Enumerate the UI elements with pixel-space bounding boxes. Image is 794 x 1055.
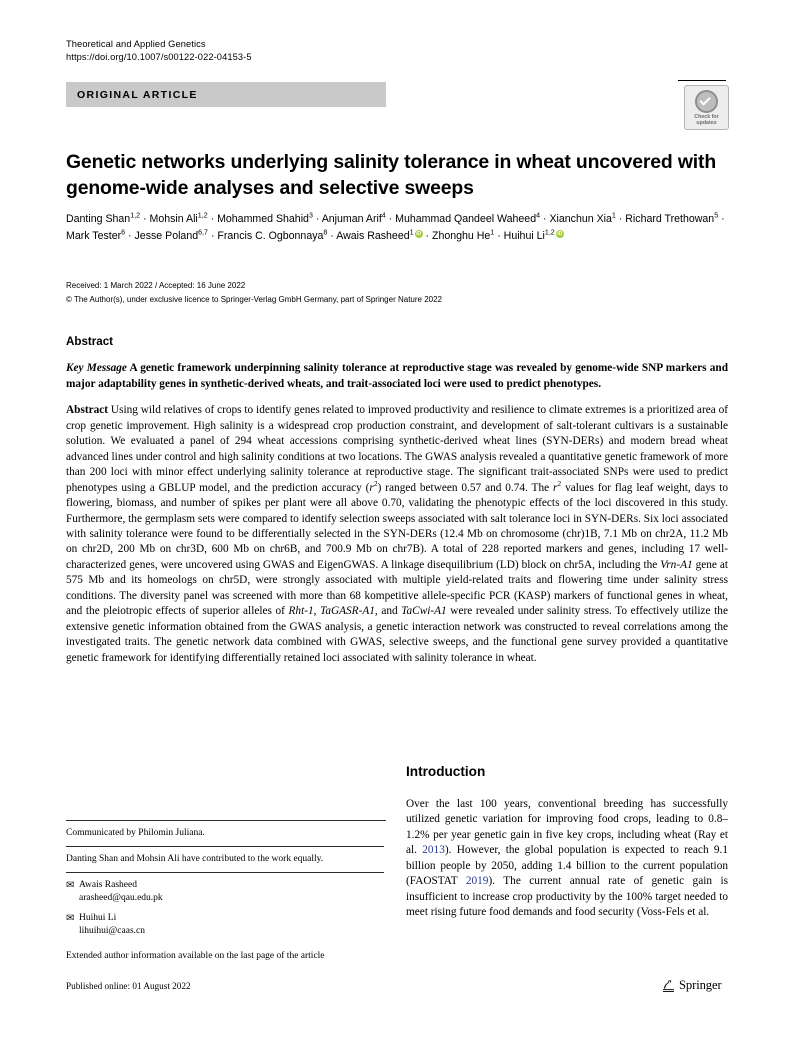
abstract-text: Using wild relatives of crops to identify genes related to improved productivity and resilience to climate extremes is a prioritized area of crop genetic improvement. High salinity is a widespread crop production constraint, and development of salt-tolerant cultivars is a sustainable solution. We evaluated a panel of 294 wheat accessions comprising synthetic-derived wheat lines (SYN-DERs) and modern bread wheat advanced lines under control and high salinity conditions at two locations. The GWAS analysis revealed a quantitative genetic framework of more than 200 loci with minor effect underlying salinity tolerance at reproductive stage. The significant trait-associated SNPs were used to predict phenotypes using a GBLUP model, and the prediction accuracy $(r^2)$ ranged between 0.57 and 0.74. The $r^2$ values for flag leaf weight, days to flowering, biomass, and number of spikes per plant were all above 0.70, validating the phenotypic effects of the loci discovered in this study. Furthermore, the germplasm sets were compared to identify selection sweeps associated with salt tolerance loci in SYN-DERs. Six loci associated with salinity tolerance were found to be differentially selected in the SYN-DERs (12.4 Mb on chromosome (chr)1B, 7.1 Mb on chr2A, 11.2 Mb on chr2D, 200 Mb on chr3D, 600 Mb on chr6B, and 700.9 Mb on chr7B). A total of 228 reported markers and genes, including 17 well-characterized genes, were uncovered using GWAS and EigenGWAS. A linkage disequilibrium (LD) block on chr5A, including the Vrn-A1 gene at 575 Mb and its homeologs on chr5D, were strongly associated with multiple yield-related traits and flowering time under salinity stress conditions. The diversity panel was screened with more than 68 kompetitive allele-specific PCR (KASP) markers of functional genes in wheat, and the pleiotropic effects of superior alleles of Rht-1, TaGASR-A1, and TaCwi-A1 were revealed under salinity stress. To effectively utilize the extensive genetic information obtained from the GWAS analysis, a genetic interaction network was constructed to reveal correlations among the investigated traits. The genetic network data combined with GWAS, selective sweeps, and the functional gene survey provided a quantitative genetic framework for identifying differentially retained loci associated with salinity tolerance in wheat. [66,404,728,664]
key-message-label: Key Message [66,362,127,375]
corresponding-author-1-email[interactable]: arasheed@qau.edu.pk [79,893,163,904]
article-type-banner [66,82,386,107]
article-type-label: ORIGINAL ARTICLE [77,88,198,101]
check-for-updates-badge[interactable] [684,85,729,130]
equal-contribution-line: Danting Shan and Mohsin Ali have contributed to the work equally. [66,854,324,864]
springer-horse-icon [662,979,675,993]
key-message-text: A genetic framework underpinning salinity tolerance at reproductive stage was revealed by genome-wide SNP markers and major adaptability genes in synthetic-derived wheats, and trait-associated loci were used to predict phenotypes. [66,362,728,390]
page-title: Genetic networks underlying salinity tolerance in wheat uncovered with genome-wide analyses and selective sweeps [66,150,717,199]
communicated-by-line: Communicated by Philomin Juliana. [66,828,205,838]
journal-name: Theoretical and Applied Genetics [66,39,206,49]
envelope-icon: ✉ [66,912,75,924]
copyright-line: © The Author(s), under exclusive licence to Springer-Verlag GmbH Germany, part of Springer Nature 2022 [66,294,442,304]
corresponding-author-1 [66,873,386,906]
crossmark-label-line2: updates [696,119,717,126]
extended-author-info: Extended author information available on the last page of the article [66,950,325,961]
abstract-section [66,334,728,677]
header-rule [678,80,726,81]
crossmark-label-line1: Check for [694,113,719,120]
published-online-line: Published online: 01 August 2022 [66,981,191,991]
footnote-block [66,820,386,963]
introduction-section [406,763,728,932]
publication-dates [66,279,736,306]
crossmark-icon [695,90,718,113]
corresponding-author-2 [66,906,386,939]
author-list: Danting Shan$^{1,2}$ · Mohsin Ali$^{1,2}$ · Mohammed Shahid$^3$ · Anjuman Arif$^4$ · Muhammad Qandeel Waheed$^4$ · Xianchun Xia$^1$ · Richard Trethowan$^5$ · Mark Tester$^6$ · Jesse Poland$^{6,7}$ · Francis C. Ogbonnaya$^8$ · Awais Rasheed$^1$iD · Zhonghu $He^1$ · Huihui Li$^{1,2}$iD [66,211,736,245]
abstract-heading: Abstract [66,335,114,348]
corresponding-author-2-name: Huihui Li [79,912,117,923]
corresponding-author-1-name: Awais Rasheed [79,880,137,890]
introduction-paragraph: Over the last 100 years, conventional breeding has successfully utilized genetic variation for improving food crops, leading to 0.8–1.2% per year genetic gain in five key crops, including wheat (Ray et al. 2013). However, the global population is expected to reach 9.1 billion people by 2050, adding 1.4 billion to the current population (FAOSTAT 2019). The current annual rate of genetic gain is insufficient to increase crop productivity by the 100% target needed to meet rising future food demands and food security (Voss-Fels et al. [406,798,728,919]
key-message-paragraph [66,361,728,392]
introduction-heading: Introduction [406,764,486,779]
springer-logo [662,978,722,993]
doi-link[interactable]: https://doi.org/10.1007/s00122-022-04153-5 [66,52,252,62]
abstract-label: Abstract [66,404,109,417]
masthead [66,38,726,64]
abstract-paragraph [66,403,728,666]
corresponding-author-2-email[interactable]: lihuihui@caas.cn [79,926,145,937]
springer-wordmark: Springer [679,978,722,992]
envelope-icon: ✉ [66,880,75,891]
received-accepted-line: Received: 1 March 2022 / Accepted: 16 June 2022 [66,281,246,290]
